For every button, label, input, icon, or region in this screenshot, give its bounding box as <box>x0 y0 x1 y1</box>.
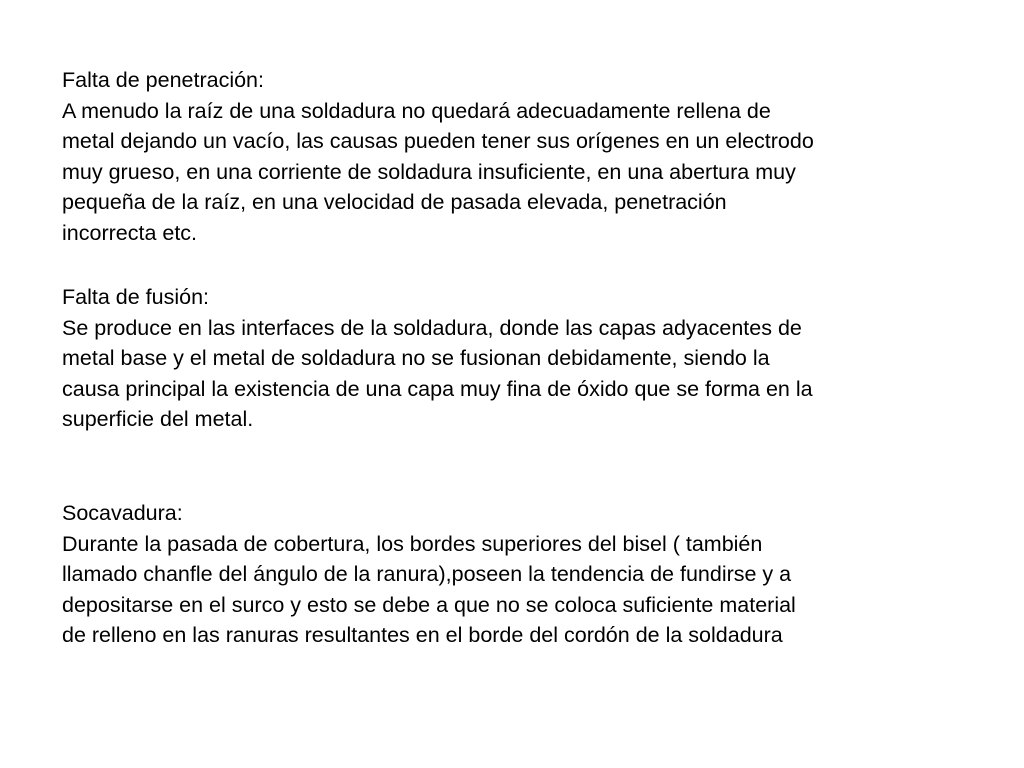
body-line: Durante la pasada de cobertura, los bordes superiores del bisel ( también <box>62 531 763 556</box>
body-line: llamado chanfle del ángulo de la ranura),poseen la tendencia de fundirse y a <box>62 562 792 587</box>
body-line: superficie del metal. <box>62 407 254 432</box>
section-heading: Falta de fusión: <box>62 285 210 309</box>
body-line: A menudo la raíz de una soldadura no quedará adecuadamente rellena de <box>62 98 771 123</box>
section-falta-de-fusion <box>62 282 982 435</box>
body-line: causa principal la existencia de una capa muy fina de óxido que se forma en la <box>62 376 813 401</box>
body-line: depositarse en el surco y esto se debe a que no se coloca suficiente material <box>62 592 796 617</box>
body-line: metal dejando un vacío, las causas pueden tener sus orígenes en un electrodo <box>62 129 814 154</box>
body-line: metal base y el metal de soldadura no se fusionan debidamente, siendo la <box>62 346 770 371</box>
section-falta-de-penetracion <box>62 65 982 249</box>
section-socavadura <box>62 498 982 651</box>
body-line: Se produce en las interfaces de la soldadura, donde las capas adyacentes de <box>62 315 802 340</box>
body-line: muy grueso, en una corriente de soldadura insuficiente, en una abertura muy <box>62 159 796 184</box>
body-line: pequeña de la raíz, en una velocidad de pasada elevada, penetración <box>62 190 727 215</box>
body-line: de relleno en las ranuras resultantes en el borde del cordón de la soldadura <box>62 623 783 648</box>
section-heading: Socavadura: <box>62 501 183 525</box>
section-heading: Falta de penetración: <box>62 68 264 92</box>
body-line: incorrecta etc. <box>62 220 198 245</box>
